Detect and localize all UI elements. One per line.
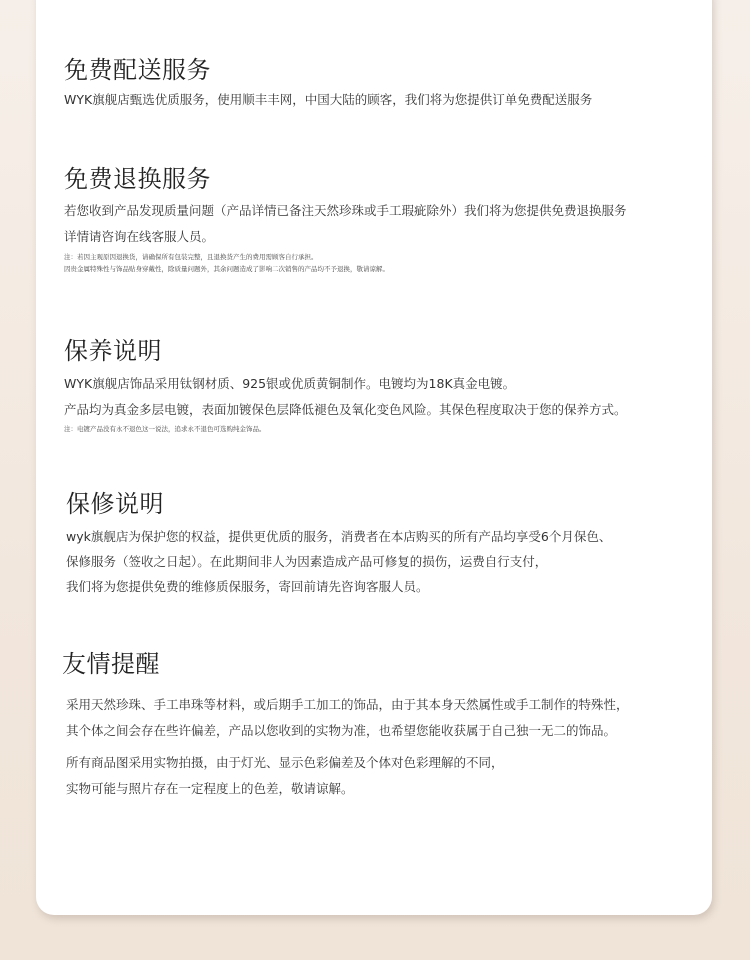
warranty-section: [66, 488, 710, 599]
reminder-section: [62, 648, 710, 802]
reminder-text-line-3: 所有商品图采用实物拍摄，由于灯光、显示色彩偏差及个体对色彩理解的不同，: [66, 755, 504, 770]
free-delivery-title: 免费配送服务: [64, 56, 211, 84]
warranty-title: 保修说明: [66, 490, 164, 518]
reminder-text-line-1: 采用天然珍珠、手工串珠等材料，或后期手工加工的饰品，由于其本身天然属性或手工制作的特殊性，: [66, 697, 629, 712]
care-text-line-2: 产品均为真金多层电镀，表面加镀保色层降低褪色及氧化变色风险。其保色程度取决于您的保养方式。: [64, 402, 627, 417]
free-delivery-text: WYK旗舰店甄选优质服务，使用顺丰丰网，中国大陆的顾客，我们将为您提供订单免费配送服务: [64, 92, 593, 107]
warranty-text-line-1: wyk旗舰店为保护您的权益，提供更优质的服务，消费者在本店购买的所有产品均享受6个月保色、: [66, 529, 612, 544]
free-return-text-line-2: 详情请咨询在线客服人员。: [64, 229, 215, 244]
free-return-title: 免费退换服务: [64, 165, 211, 193]
free-return-section: [64, 163, 710, 275]
free-delivery-section: [64, 54, 710, 110]
care-title: 保养说明: [64, 337, 162, 365]
care-note: 注：电镀产品没有永不退色这一说法，追求永不退色可选购纯金饰品。: [64, 425, 266, 433]
free-return-text-line-1: 若您收到产品发现质量问题（产品详情已备注天然珍珠或手工瑕疵除外）我们将为您提供免费退换服务: [64, 203, 627, 218]
free-return-note-2: 因贵金属特殊性与饰品贴身穿戴性，除质量问题外，其余问题造成了影响二次销售的产品均不予退换，敬请谅解。: [64, 265, 389, 273]
free-return-note-1: 注：若因主观原因退换货，请确保所有包装完整，且退换货产生的费用需顾客自行承担。: [64, 253, 318, 261]
care-section: [64, 335, 710, 435]
warranty-text-line-3: 我们将为您提供免费的维修质保服务，寄回前请先咨询客服人员。: [66, 579, 429, 594]
care-text-line-1: WYK旗舰店饰品采用钛钢材质、925银或优质黄铜制作。电镀均为18K真金电镀。: [64, 376, 516, 391]
reminder-text-line-2: 其个体之间会存在些许偏差，产品以您收到的实物为准，也希望您能收获属于自己独一无二的饰品。: [66, 723, 617, 738]
warranty-text-line-2: 保修服务（签收之日起）。在此期间非人为因素造成产品可修复的损伤，运费自行支付，: [66, 554, 548, 569]
reminder-title: 友情提醒: [62, 650, 160, 678]
reminder-text-line-4: 实物可能与照片存在一定程度上的色差，敬请谅解。: [66, 781, 354, 796]
